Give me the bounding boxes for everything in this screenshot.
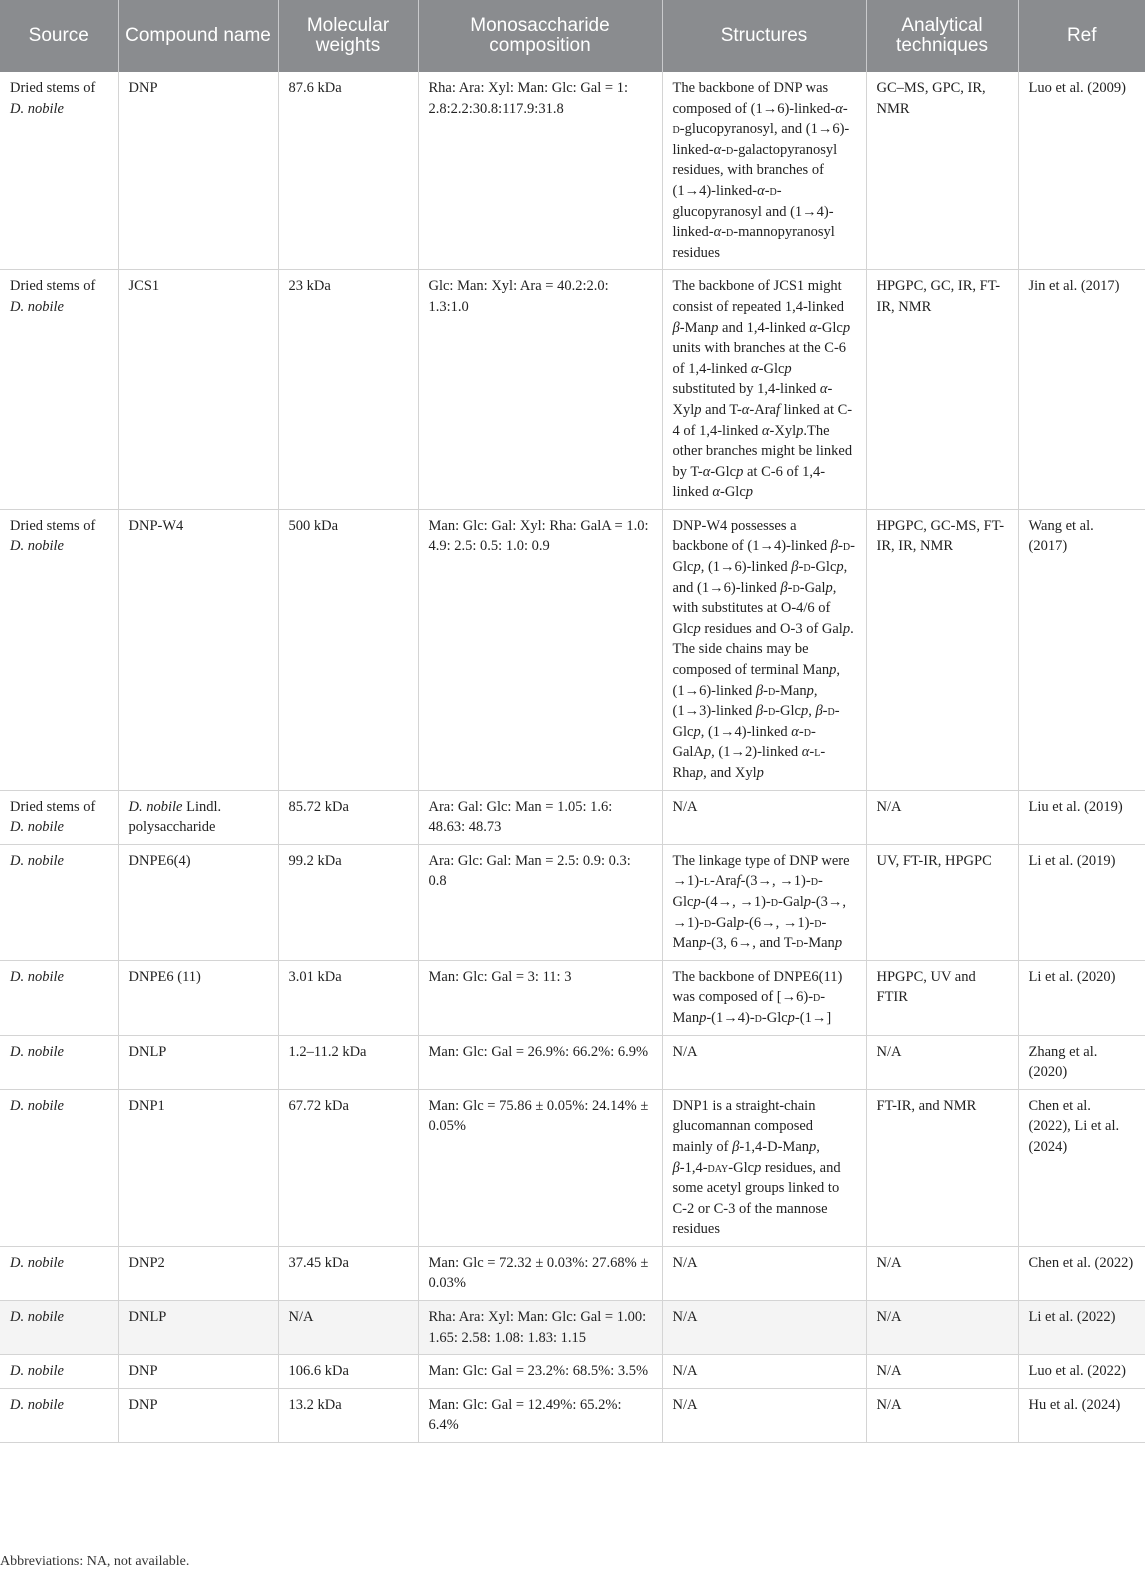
cell-compound-name: DNP xyxy=(118,1388,278,1442)
table-row xyxy=(0,509,1145,790)
cell-source: D. nobile xyxy=(0,1035,118,1089)
cell-source: Dried stems of D. nobile xyxy=(0,270,118,510)
cell-structure: N/A xyxy=(662,1246,866,1300)
cell-source: Dried stems of D. nobile xyxy=(0,509,118,790)
cell-analytical-techniques: N/A xyxy=(866,1035,1018,1089)
cell-source: D. nobile xyxy=(0,1089,118,1246)
header-monosaccharide-composition: Monosaccharide composition xyxy=(418,0,662,72)
cell-structure: The backbone of DNPE6(11) was composed of [→6)-d-Manp-(1→4)-d-Glcp-(1→] xyxy=(662,960,866,1035)
cell-molecular-weight: 13.2 kDa xyxy=(278,1388,418,1442)
cell-structure: N/A xyxy=(662,1301,866,1355)
cell-analytical-techniques: HPGPC, UV and FTIR xyxy=(866,960,1018,1035)
header-compound-name: Compound name xyxy=(118,0,278,72)
cell-ref: Wang et al. (2017) xyxy=(1018,509,1145,790)
cell-source: D. nobile xyxy=(0,1355,118,1389)
cell-compound-name: DNP2 xyxy=(118,1246,278,1300)
cell-structure: N/A xyxy=(662,790,866,844)
cell-monosaccharide-composition: Man: Glc: Gal = 12.49%: 65.2%: 6.4% xyxy=(418,1388,662,1442)
cell-compound-name: DNLP xyxy=(118,1035,278,1089)
cell-ref: Luo et al. (2009) xyxy=(1018,72,1145,270)
cell-monosaccharide-composition: Man: Glc = 72.32 ± 0.03%: 27.68% ± 0.03% xyxy=(418,1246,662,1300)
cell-structure: N/A xyxy=(662,1388,866,1442)
header-structures: Structures xyxy=(662,0,866,72)
cell-analytical-techniques: HPGPC, GC-MS, FT-IR, IR, NMR xyxy=(866,509,1018,790)
cell-compound-name: DNP xyxy=(118,1355,278,1389)
cell-source: D. nobile xyxy=(0,844,118,960)
cell-ref: Liu et al. (2019) xyxy=(1018,790,1145,844)
cell-compound-name: DNP1 xyxy=(118,1089,278,1246)
cell-monosaccharide-composition: Ara: Gal: Glc: Man = 1.05: 1.6: 48.63: 48.73 xyxy=(418,790,662,844)
cell-ref: Luo et al. (2022) xyxy=(1018,1355,1145,1389)
cell-analytical-techniques: UV, FT-IR, HPGPC xyxy=(866,844,1018,960)
cell-source: D. nobile xyxy=(0,960,118,1035)
cell-monosaccharide-composition: Man: Glc = 75.86 ± 0.05%: 24.14% ± 0.05% xyxy=(418,1089,662,1246)
cell-molecular-weight: 106.6 kDa xyxy=(278,1355,418,1389)
cell-monosaccharide-composition: Rha: Ara: Xyl: Man: Glc: Gal = 1.00: 1.65: 2.58: 1.08: 1.83: 1.15 xyxy=(418,1301,662,1355)
cell-source: D. nobile xyxy=(0,1246,118,1300)
table-row xyxy=(0,270,1145,510)
cell-compound-name: DNP xyxy=(118,72,278,270)
cell-molecular-weight: 23 kDa xyxy=(278,270,418,510)
cell-monosaccharide-composition: Man: Glc: Gal: Xyl: Rha: GalA = 1.0: 4.9: 2.5: 0.5: 1.0: 0.9 xyxy=(418,509,662,790)
cell-monosaccharide-composition: Man: Glc: Gal = 23.2%: 68.5%: 3.5% xyxy=(418,1355,662,1389)
cell-source: Dried stems of D. nobile xyxy=(0,72,118,270)
cell-analytical-techniques: FT-IR, and NMR xyxy=(866,1089,1018,1246)
table-row xyxy=(0,1301,1145,1355)
table-row xyxy=(0,960,1145,1035)
cell-molecular-weight: 85.72 kDa xyxy=(278,790,418,844)
cell-monosaccharide-composition: Ara: Glc: Gal: Man = 2.5: 0.9: 0.3: 0.8 xyxy=(418,844,662,960)
cell-ref: Li et al. (2022) xyxy=(1018,1301,1145,1355)
cell-molecular-weight: 67.72 kDa xyxy=(278,1089,418,1246)
cell-structure: N/A xyxy=(662,1355,866,1389)
cell-structure: DNP-W4 possesses a backbone of (1→4)-linked β-d-Glcp, (1→6)-linked β-d-Glcp, and (1→6)-linked β-d-Galp, with substitutes at O-4/6 of Glcp residues and O-3 of Galp. The side chains may be composed of terminal Manp, (1→6)-linked β-d-Manp, (1→3)-linked β-d-Glcp, β-d-Glcp, (1→4)-linked α-d-GalAp, (1→2)-linked α-l-Rhap, and Xylp xyxy=(662,509,866,790)
cell-structure: The linkage type of DNP were →1)-l-Araf-(3→, →1)-d-Glcp-(4→, →1)-d-Galp-(3→, →1)-d-Galp-(6→, →1)-d-Manp-(3, 6→, and T-d-Manp xyxy=(662,844,866,960)
cell-ref: Li et al. (2020) xyxy=(1018,960,1145,1035)
cell-compound-name: DNP-W4 xyxy=(118,509,278,790)
cell-molecular-weight: 3.01 kDa xyxy=(278,960,418,1035)
cell-molecular-weight: 1.2–11.2 kDa xyxy=(278,1035,418,1089)
cell-analytical-techniques: HPGPC, GC, IR, FT-IR, NMR xyxy=(866,270,1018,510)
cell-source: D. nobile xyxy=(0,1388,118,1442)
cell-molecular-weight: N/A xyxy=(278,1301,418,1355)
cell-analytical-techniques: N/A xyxy=(866,1355,1018,1389)
cell-analytical-techniques: N/A xyxy=(866,1246,1018,1300)
cell-structure: The backbone of JCS1 might consist of repeated 1,4-linked β-Manp and 1,4-linked α-Glcp units with branches at the C-6 of 1,4-linked α-Glcp substituted by 1,4-linked α-Xylp and T-α-Araf linked at C-4 of 1,4-linked α-Xylp.The other branches might be linked by T-α-Glcp at C-6 of 1,4-linked α-Glcp xyxy=(662,270,866,510)
footnote: Abbreviations: NA, not available. xyxy=(0,1554,190,1569)
cell-analytical-techniques: N/A xyxy=(866,790,1018,844)
cell-ref: Chen et al. (2022) xyxy=(1018,1246,1145,1300)
table-row xyxy=(0,790,1145,844)
cell-ref: Zhang et al. (2020) xyxy=(1018,1035,1145,1089)
table-body xyxy=(0,72,1145,1443)
table-row xyxy=(0,1035,1145,1089)
cell-compound-name: JCS1 xyxy=(118,270,278,510)
cell-monosaccharide-composition: Glc: Man: Xyl: Ara = 40.2:2.0: 1.3:1.0 xyxy=(418,270,662,510)
table-row xyxy=(0,844,1145,960)
cell-molecular-weight: 87.6 kDa xyxy=(278,72,418,270)
cell-analytical-techniques: N/A xyxy=(866,1388,1018,1442)
table-row xyxy=(0,1355,1145,1389)
cell-ref: Hu et al. (2024) xyxy=(1018,1388,1145,1442)
cell-source: Dried stems of D. nobile xyxy=(0,790,118,844)
cell-structure: N/A xyxy=(662,1035,866,1089)
table-row xyxy=(0,72,1145,270)
cell-molecular-weight: 99.2 kDa xyxy=(278,844,418,960)
cell-ref: Li et al. (2019) xyxy=(1018,844,1145,960)
cell-ref: Chen et al. (2022), Li et al. (2024) xyxy=(1018,1089,1145,1246)
cell-analytical-techniques: N/A xyxy=(866,1301,1018,1355)
header-molecular-weights: Molecular weights xyxy=(278,0,418,72)
cell-monosaccharide-composition: Man: Glc: Gal = 26.9%: 66.2%: 6.9% xyxy=(418,1035,662,1089)
cell-molecular-weight: 500 kDa xyxy=(278,509,418,790)
cell-molecular-weight: 37.45 kDa xyxy=(278,1246,418,1300)
cell-compound-name: D. nobile Lindl. polysaccharide xyxy=(118,790,278,844)
cell-structure: DNP1 is a straight-chain glucomannan composed mainly of β-1,4-D-Manp, β-1,4-day-Glcp residues, and some acetyl groups linked to C-2 or C-3 of the mannose residues xyxy=(662,1089,866,1246)
header-source: Source xyxy=(0,0,118,72)
cell-compound-name: DNPE6(4) xyxy=(118,844,278,960)
cell-monosaccharide-composition: Rha: Ara: Xyl: Man: Glc: Gal = 1: 2.8:2.2:30.8:117.9:31.8 xyxy=(418,72,662,270)
table-row xyxy=(0,1246,1145,1300)
cell-compound-name: DNLP xyxy=(118,1301,278,1355)
cell-structure: The backbone of DNP was composed of (1→6)-linked-α-d-glucopyranosyl, and (1→6)-linked-α-d-galactopyranosyl residues, with branches of (1→4)-linked-α-d-glucopyranosyl and (1→4)-linked-α-d-mannopyranosyl residues xyxy=(662,72,866,270)
cell-source: D. nobile xyxy=(0,1301,118,1355)
cell-analytical-techniques: GC–MS, GPC, IR, NMR xyxy=(866,72,1018,270)
cell-monosaccharide-composition: Man: Glc: Gal = 3: 11: 3 xyxy=(418,960,662,1035)
header-analytical-techniques: Analytical techniques xyxy=(866,0,1018,72)
cell-compound-name: DNPE6 (11) xyxy=(118,960,278,1035)
cell-ref: Jin et al. (2017) xyxy=(1018,270,1145,510)
header-ref: Ref xyxy=(1018,0,1145,72)
table-row xyxy=(0,1089,1145,1246)
table-header-row xyxy=(0,0,1145,72)
table-row xyxy=(0,1388,1145,1442)
